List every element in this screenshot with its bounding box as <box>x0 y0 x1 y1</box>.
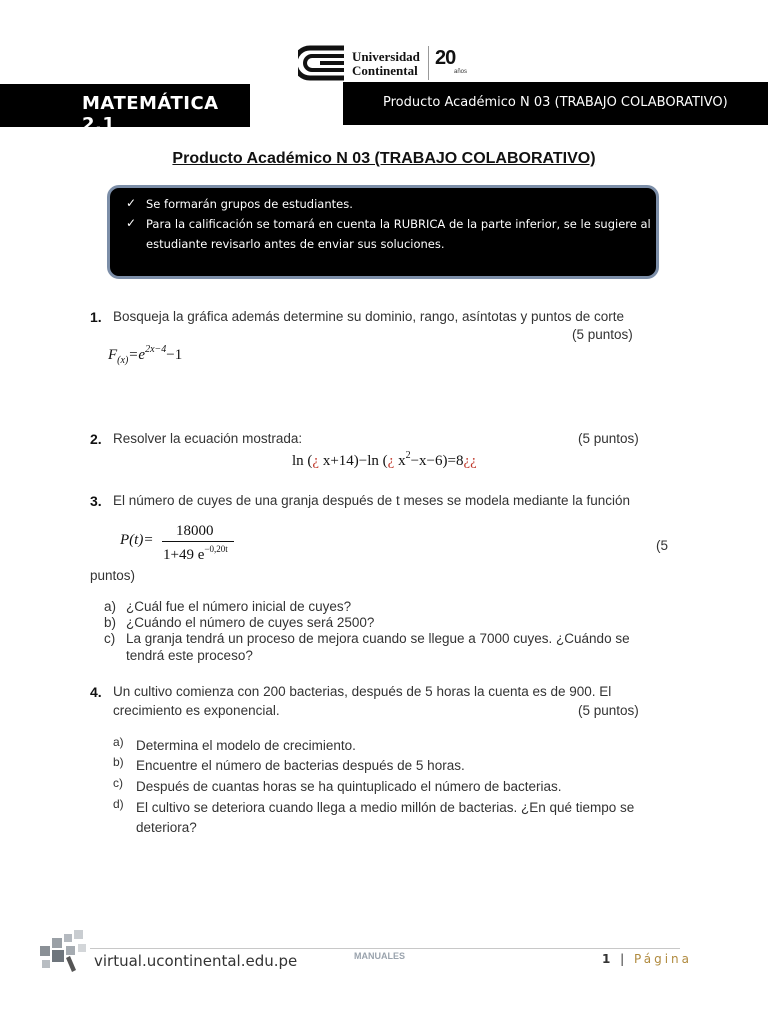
question-4-item-b <box>113 755 465 773</box>
question-1-number: 1. <box>90 309 102 325</box>
item-text: Encuentre el número de bacterias después de 5 horas. <box>136 758 465 773</box>
page-title: Producto Académico N 03 (TRABAJO COLABORATIVO) <box>172 150 596 167</box>
formula-denominator <box>163 544 228 564</box>
page-number <box>602 952 692 966</box>
question-1-text: Bosqueja la gráfica además determine su dominio, rango, asíntotas y puntos de corte <box>113 309 625 324</box>
course-banner <box>0 84 250 135</box>
eq-part-3: x <box>394 453 406 469</box>
formula-eq: =e <box>128 347 146 363</box>
eq-part-4: −x−6)=8 <box>410 453 464 469</box>
formula-exponent: 2x−4 <box>145 344 167 355</box>
product-banner-title: Producto Académico N 03 (TRABAJO COLABORATIVO) <box>383 95 728 110</box>
formula-numerator: 18000 <box>176 523 214 539</box>
question-3-item-a <box>104 599 352 614</box>
logo-text <box>352 50 420 78</box>
logo-line1: Universidad <box>352 49 420 64</box>
question-2-number: 2. <box>90 431 102 447</box>
question-4-item-c <box>113 776 562 794</box>
product-banner <box>343 82 768 125</box>
question-2-points: (5 puntos) <box>578 431 639 446</box>
instruction-item-2-line2: estudiante revisarlo antes de enviar sus soluciones. <box>146 237 445 251</box>
footer-url[interactable]: virtual.ucontinental.edu.pe <box>94 952 298 970</box>
item-label: c) <box>104 631 116 646</box>
eq-glyph-2: ¿ <box>387 453 395 469</box>
item-label: b) <box>104 615 117 630</box>
question-3-text: El número de cuyes de una granja después de t meses se modela mediante la función <box>113 493 631 508</box>
item-text: La granja tendrá un proceso de mejora cuando se llegue a 7000 cuyes. ¿Cuándo se <box>126 631 630 646</box>
item-label: a) <box>104 599 117 614</box>
fraction-bar <box>162 541 234 542</box>
item-label: a) <box>113 735 124 749</box>
item-text: Determina el modelo de crecimiento. <box>136 738 356 753</box>
question-3-formula <box>120 524 250 564</box>
question-4-text-line2: crecimiento es exponencial. <box>113 703 280 718</box>
eq-glyph-1: ¿ <box>312 453 320 469</box>
instructions-box <box>107 185 659 279</box>
denominator-exponent: −0,20t <box>204 544 228 554</box>
eq-glyph-3: ¿¿ <box>463 453 477 469</box>
question-4-item-d <box>113 797 635 815</box>
question-4-item-d-line2: deteriora? <box>136 820 197 835</box>
item-label: d) <box>113 797 124 811</box>
question-2-equation <box>292 450 477 470</box>
item-text: ¿Cuál fue el número inicial de cuyes? <box>126 599 352 614</box>
item-text: El cultivo se deteriora cuando llega a medio millón de bacterias. ¿En qué tiempo se <box>136 800 635 815</box>
denominator-base: 1+49 e <box>163 547 205 563</box>
instruction-item-1: Se formarán grupos de estudiantes. <box>146 197 353 211</box>
question-1-points: (5 puntos) <box>572 327 633 342</box>
university-logo <box>298 44 478 84</box>
page-separator: | <box>613 952 635 966</box>
logo-years: 20 <box>435 47 456 69</box>
formula-tail: −1 <box>166 347 183 363</box>
question-3-item-c-line2: tendrá este proceso? <box>126 648 253 663</box>
question-4-text-line1: Un cultivo comienza con 200 bacterias, después de 5 horas la cuenta es de 900. El <box>113 684 612 699</box>
footer-divider <box>90 948 680 949</box>
eq-superscript: 2 <box>405 450 411 461</box>
eq-part-1: ln ( <box>292 453 313 469</box>
item-text: Después de cuantas horas se ha quintuplicado el número de bacterias. <box>136 779 562 794</box>
logo-line2: Continental <box>352 63 418 78</box>
question-4-points: (5 puntos) <box>578 703 639 718</box>
item-label: c) <box>113 776 123 790</box>
check-icon: ✓ <box>126 216 137 230</box>
question-3-item-c <box>104 631 630 646</box>
question-4-item-a <box>113 735 356 753</box>
formula-f: F <box>108 347 118 363</box>
logo-divider <box>428 46 429 80</box>
page-number-value: 1 <box>602 952 614 966</box>
question-3-number: 3. <box>90 493 102 509</box>
question-1-formula <box>108 344 182 366</box>
logo-anos: años <box>454 69 468 75</box>
formula-subscript: (x) <box>117 355 129 366</box>
question-2-text: Resolver la ecuación mostrada: <box>113 431 303 446</box>
question-3-points-a: (5 <box>656 538 669 553</box>
item-label: b) <box>113 755 124 769</box>
page-label: Página <box>634 952 692 966</box>
question-4-number: 4. <box>90 684 102 700</box>
question-3-item-b <box>104 615 375 630</box>
logo-mark-icon <box>298 44 348 82</box>
formula-lhs: P(t)= <box>120 532 154 548</box>
item-text: ¿Cuándo el número de cuyes será 2500? <box>126 615 375 630</box>
question-3-points-b: puntos) <box>90 568 136 583</box>
check-icon: ✓ <box>126 196 137 210</box>
instruction-item-2-line1: Para la calificación se tomará en cuenta la RUBRICA de la parte inferior, se le sugiere al <box>146 217 651 231</box>
course-title: MATEMÁTICA 2.1 <box>82 93 219 135</box>
eq-part-2: x+14)−ln ( <box>319 453 388 469</box>
manuales-logo: MANUALES <box>354 951 405 961</box>
virtual-campus-icon <box>38 930 92 976</box>
